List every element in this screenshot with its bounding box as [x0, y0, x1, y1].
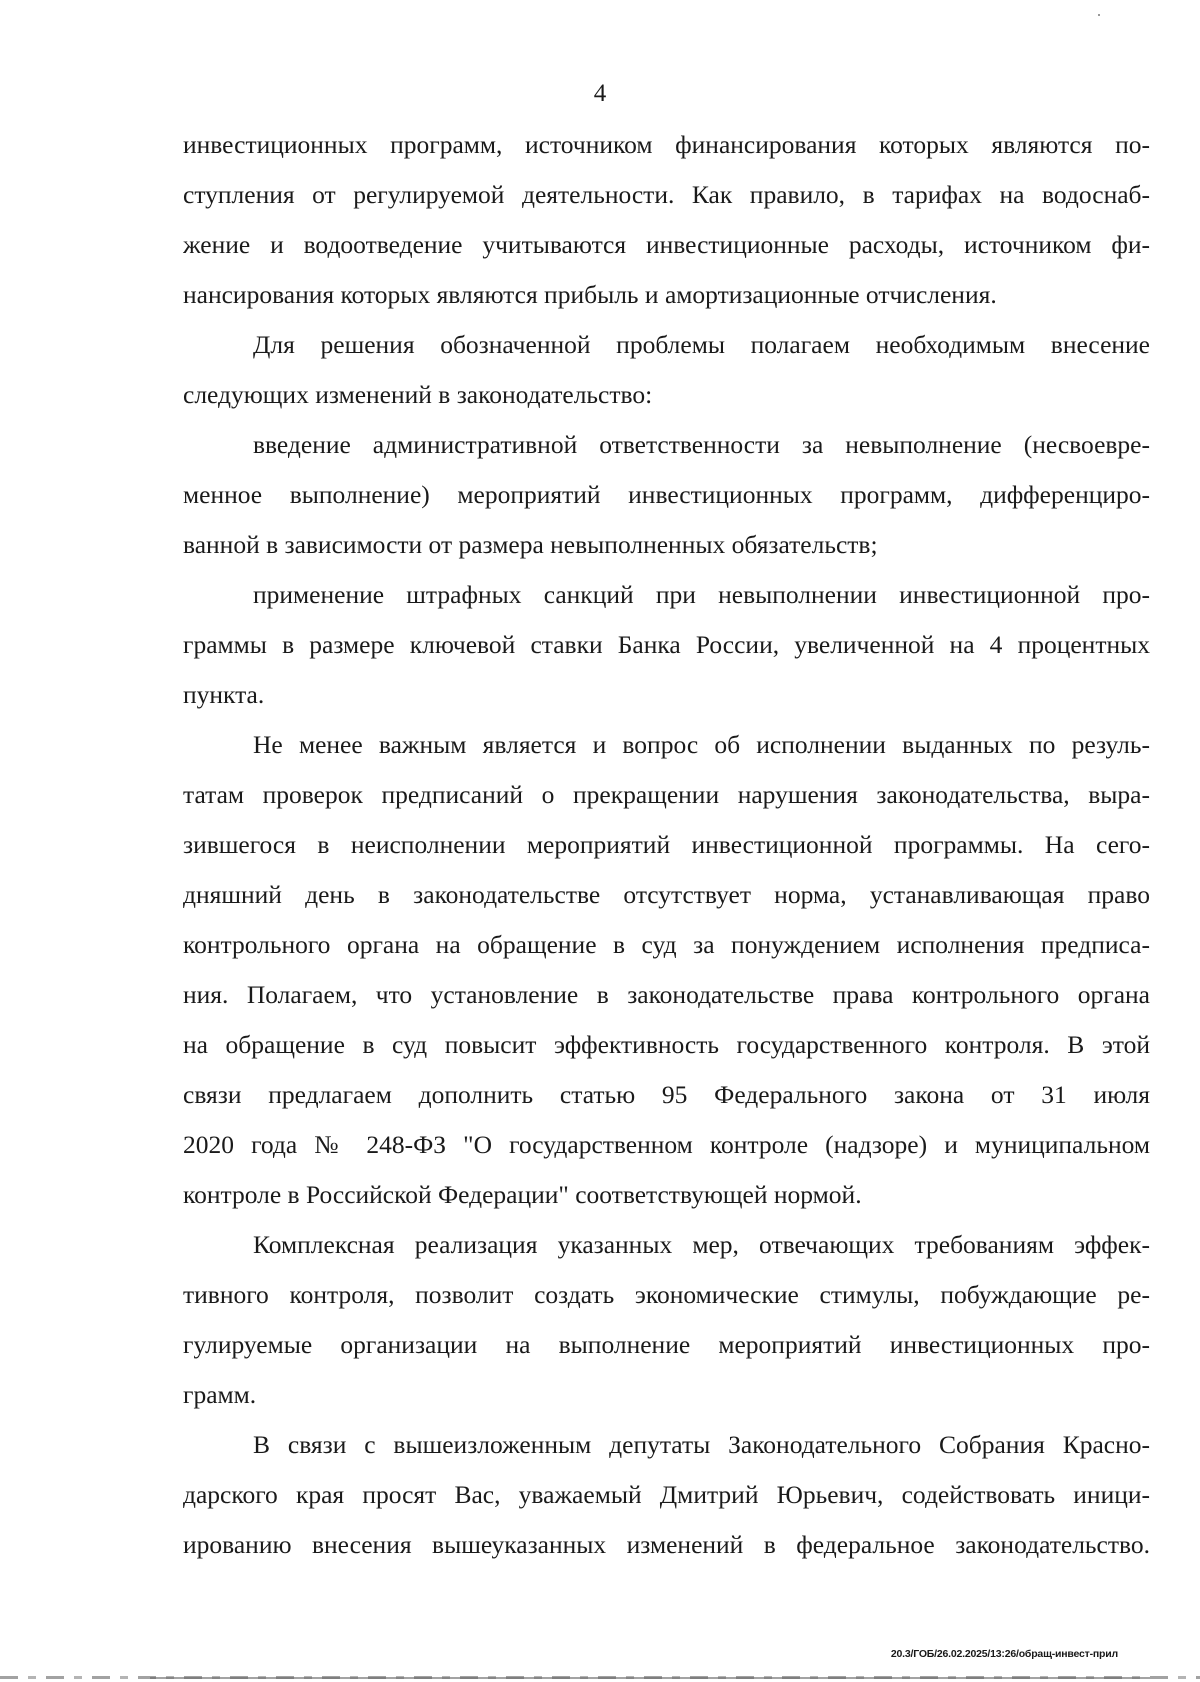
- text-line: гулируемые организации на выполнение мероприятий инвестиционных про-: [183, 1330, 1150, 1359]
- text-line: применение штрафных санкций при невыполнении инвестиционной про-: [253, 580, 1150, 609]
- text-line: на обращение в суд повысит эффективность государственного контроля. В этой: [183, 1030, 1150, 1059]
- page-number: 4: [593, 80, 607, 107]
- text-line: дняшний день в законодательстве отсутствует норма, устанавливающая право: [183, 880, 1150, 909]
- text-line: введение административной ответственности за невыполнение (несвоевре-: [253, 430, 1150, 459]
- document-registration-code: 20.3/ГОБ/26.02.2025/13:26/обращ-инвест-прил: [890, 1648, 1118, 1660]
- text-line: контроле в Российской Федерации" соответствующей нормой.: [183, 1180, 862, 1209]
- paragraph: [183, 720, 1150, 1220]
- text-line: татам проверок предписаний о прекращении нарушения законодательства, выра-: [183, 780, 1150, 809]
- text-line: ния. Полагаем, что установление в законодательстве права контрольного органа: [183, 980, 1150, 1009]
- text-line: грамм.: [183, 1380, 257, 1409]
- text-line: инвестиционных программ, источником финансирования которых являются по-: [183, 130, 1150, 159]
- text-line: зившегося в неисполнении мероприятий инвестиционной программы. На сего-: [183, 830, 1150, 859]
- text-line: тивного контроля, позволит создать экономические стимулы, побуждающие ре-: [183, 1280, 1150, 1309]
- text-line: ступления от регулируемой деятельности. Как правило, в тарифах на водоснаб-: [183, 180, 1150, 209]
- text-line: следующих изменений в законодательство:: [183, 380, 653, 409]
- paragraph: [183, 320, 1150, 420]
- text-line: 2020 года № 248-ФЗ "О государственном контроле (надзоре) и муниципальном: [183, 1130, 1150, 1159]
- text-line: ированию внесения вышеуказанных изменений в федеральное законодательство.: [183, 1530, 1150, 1559]
- text-line: менное выполнение) мероприятий инвестиционных программ, дифференциро-: [183, 480, 1150, 509]
- text-line: нансирования которых являются прибыль и амортизационные отчисления.: [183, 280, 997, 309]
- text-line: дарского края просят Вас, уважаемый Дмитрий Юрьевич, содействовать иници-: [183, 1480, 1150, 1509]
- text-line: ванной в зависимости от размера невыполненных обязательств;: [183, 530, 878, 559]
- text-line: связи предлагаем дополнить статью 95 Федерального закона от 31 июля: [183, 1080, 1150, 1109]
- paragraph: [183, 120, 1150, 320]
- text-line: пункта.: [183, 680, 265, 709]
- text-line: контрольного органа на обращение в суд за понуждением исполнения предписа-: [183, 930, 1150, 959]
- text-line: В связи с вышеизложенным депутаты Законодательного Собрания Красно-: [253, 1430, 1150, 1459]
- paragraph: [183, 1420, 1150, 1570]
- list-item-paragraph: [183, 570, 1150, 720]
- document-body: [183, 120, 1150, 1570]
- scan-artifact: [1098, 14, 1100, 16]
- text-line: Для решения обозначенной проблемы полагаем необходимым внесение: [253, 330, 1150, 359]
- paragraph: [183, 1220, 1150, 1420]
- list-item-paragraph: [183, 420, 1150, 570]
- text-line: Не менее важным является и вопрос об исполнении выданных по резуль-: [253, 730, 1150, 759]
- scan-edge-line: [150, 1677, 1150, 1679]
- text-line: жение и водоотведение учитываются инвестиционные расходы, источником фи-: [183, 230, 1150, 259]
- text-line: Комплексная реализация указанных мер, отвечающих требованиям эффек-: [253, 1230, 1150, 1259]
- text-line: граммы в размере ключевой ставки Банка России, увеличенной на 4 процентных: [183, 630, 1150, 659]
